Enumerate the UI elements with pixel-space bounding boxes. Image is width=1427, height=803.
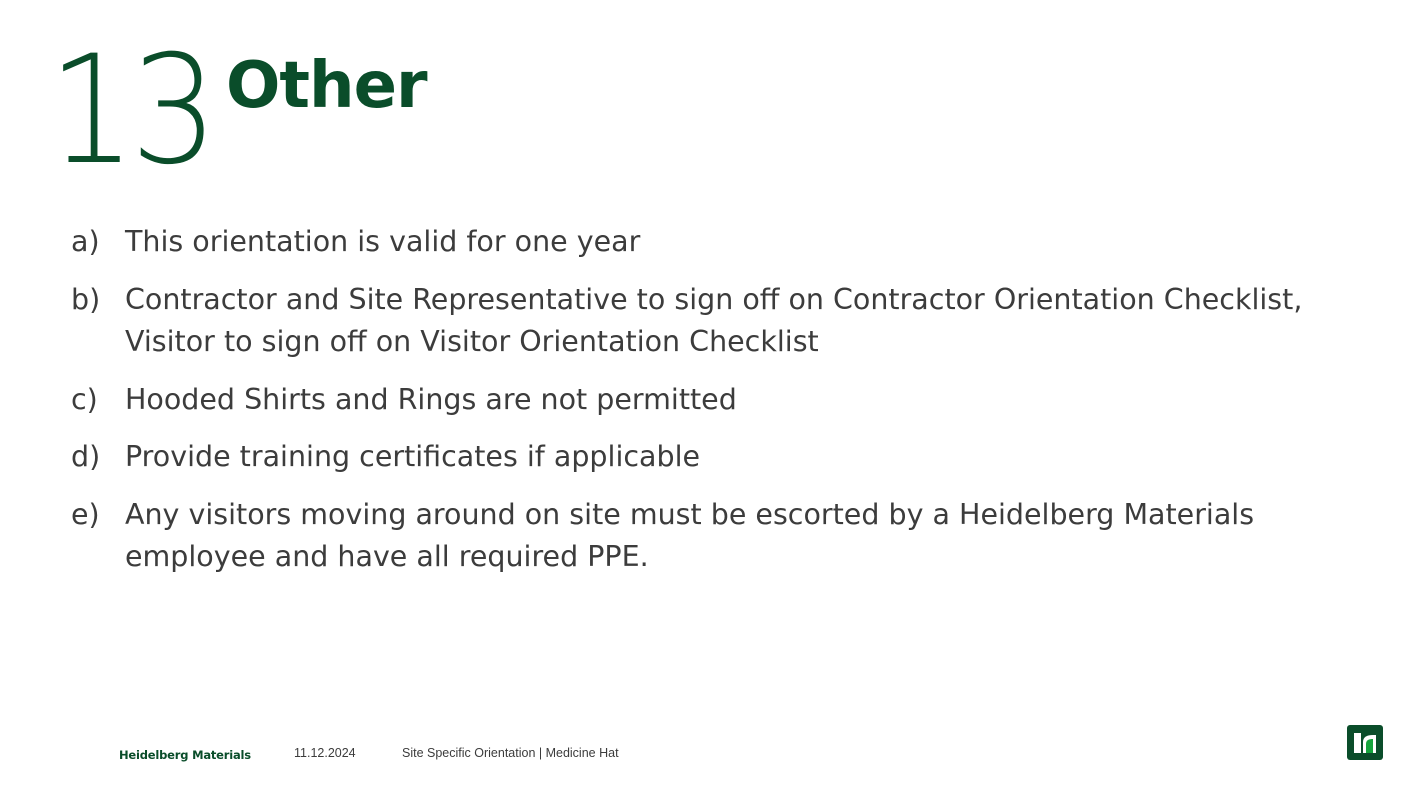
list-marker: c) [71, 382, 98, 416]
content-list [71, 221, 1361, 594]
list-item [71, 221, 1361, 264]
list-marker: d) [71, 440, 101, 473]
list-marker: b) [71, 282, 101, 316]
list-item-text: This orientation is valid for one year [125, 225, 641, 258]
list-item-text: Contractor and Site Representative to sign off on Contractor Orientation Checklist, Visitor to sign off on Visitor Orientation Checklist [125, 282, 1303, 358]
list-item-text: Provide training certificates if applicable [125, 440, 701, 473]
footer-date: 11.12.2024 [294, 746, 356, 760]
slide-title: Other [226, 49, 427, 123]
footer-brand: Heidelberg Materials [119, 748, 251, 762]
list-marker: e) [71, 497, 100, 531]
list-item-text: Hooded Shirts and Rings are not permitted [125, 382, 737, 416]
list-marker: a) [71, 225, 100, 258]
footer [0, 744, 1427, 768]
list-item [71, 279, 1361, 364]
list-item [71, 436, 1361, 479]
list-item-text: Any visitors moving around on site must be escorted by a Heidelberg Materials employee and have all required PPE. [125, 497, 1255, 573]
section-number: 13 [48, 24, 213, 198]
list-item [71, 379, 1361, 422]
footer-label: Site Specific Orientation | Medicine Hat [402, 746, 619, 760]
heidelberg-materials-logo-icon [1347, 725, 1383, 760]
list-item [71, 494, 1361, 579]
